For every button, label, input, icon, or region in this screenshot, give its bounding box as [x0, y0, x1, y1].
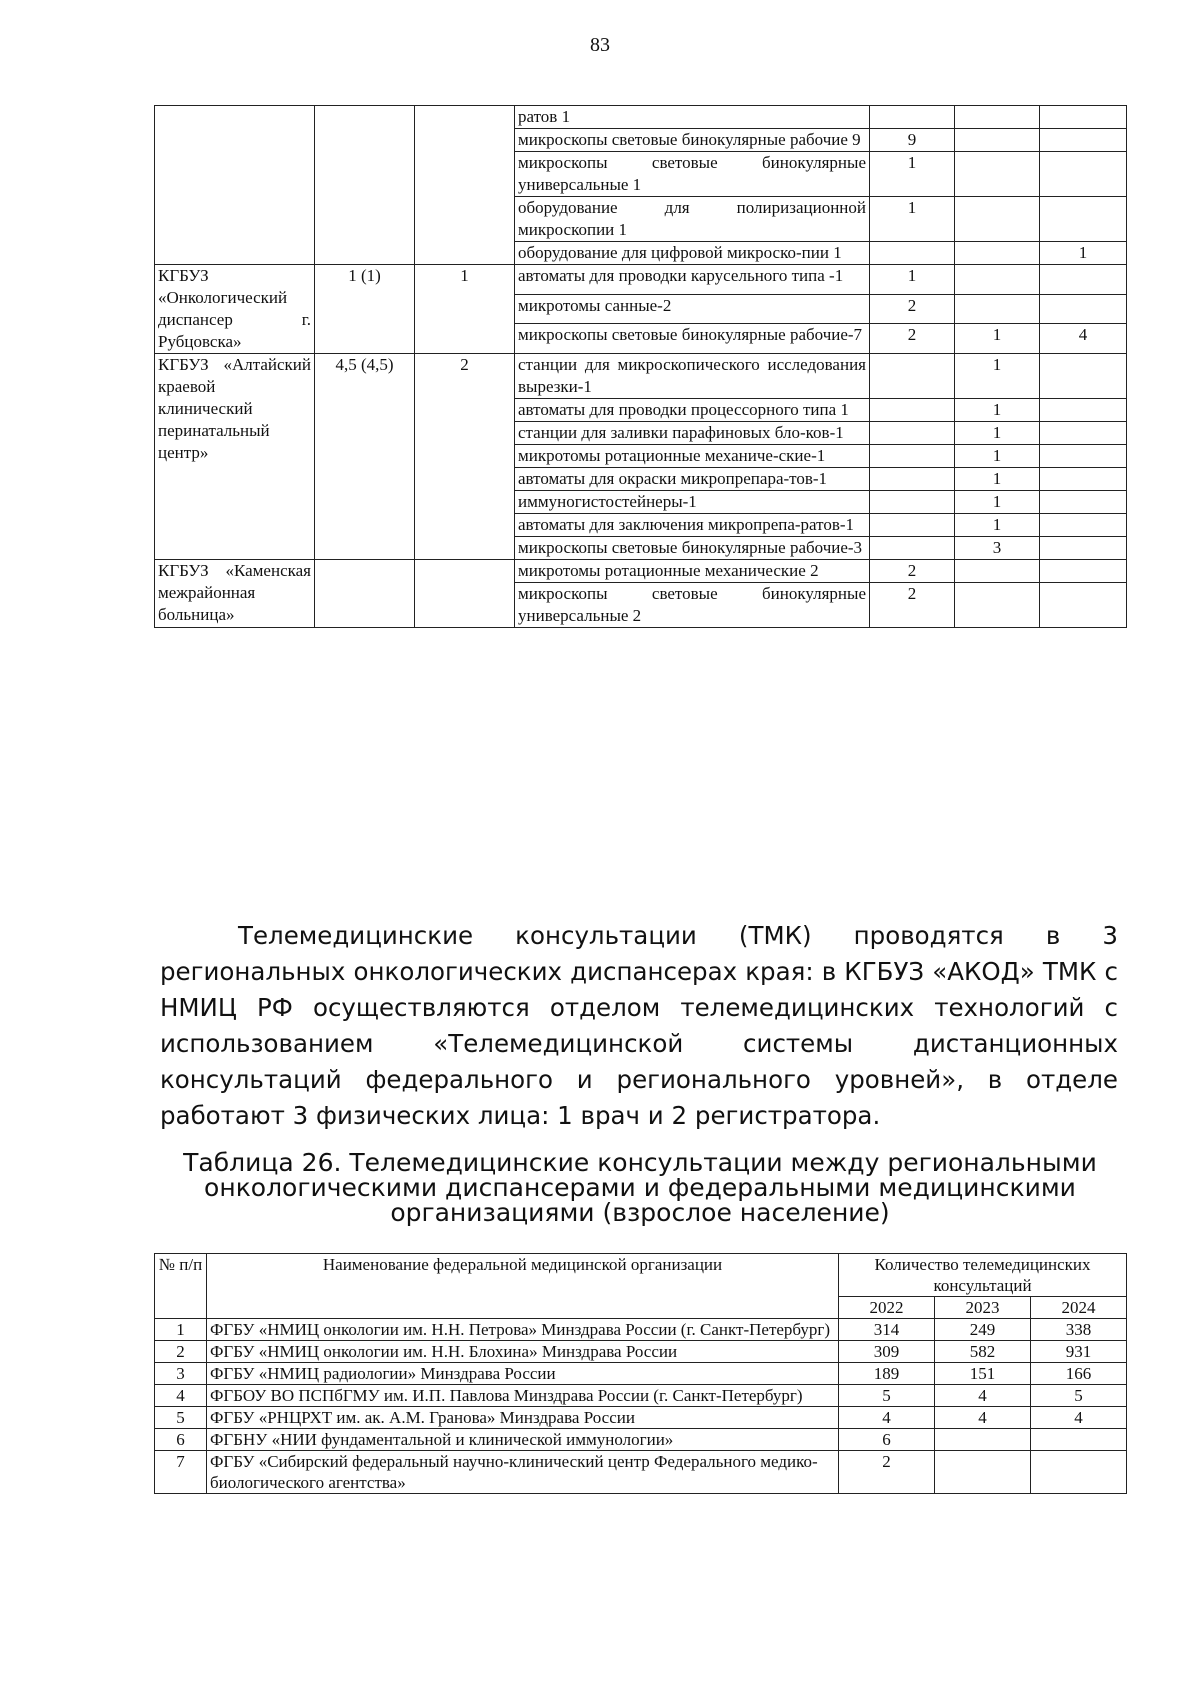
- equipment-quantity-v3: [1040, 514, 1127, 537]
- table26-row: [155, 1319, 1127, 1341]
- value-2023: [935, 1451, 1031, 1494]
- organization-cell: КГБУЗ «Алтайский краевой клинический перинатальный центр»: [155, 354, 315, 560]
- equipment-quantity-v1: [870, 354, 955, 399]
- table26-row: [155, 1385, 1127, 1407]
- value-2022: 309: [839, 1341, 935, 1363]
- equipment-quantity-v1: 1: [870, 265, 955, 295]
- table26-row: [155, 1407, 1127, 1429]
- equipment-quantity-v3: [1040, 106, 1127, 129]
- equipment-description: микроскопы световые бинокулярные универсальные 2: [515, 583, 870, 628]
- row-number: 5: [155, 1407, 207, 1429]
- equipment-quantity-v2: [955, 129, 1040, 152]
- value-2023: 249: [935, 1319, 1031, 1341]
- page-number: 83: [590, 34, 610, 56]
- header-year: 2023: [935, 1297, 1031, 1319]
- equipment-quantity-v1: [870, 491, 955, 514]
- equipment-quantity-v1: [870, 514, 955, 537]
- value-2024: [1031, 1451, 1127, 1494]
- equipment-quantity-v1: [870, 422, 955, 445]
- header-name: Наименование федеральной медицинской организации: [207, 1254, 839, 1319]
- count-cell: [415, 560, 515, 628]
- equipment-description: микротомы ротационные механические 2: [515, 560, 870, 583]
- table26-row: [155, 1429, 1127, 1451]
- equipment-quantity-v1: 2: [870, 560, 955, 583]
- equipment-description: автоматы для заключения микропрепа-ратов-1: [515, 514, 870, 537]
- equipment-quantity-v1: [870, 468, 955, 491]
- organization-name: ФГБУ «НМИЦ радиологии» Минздрава России: [207, 1363, 839, 1385]
- equipment-description: микроскопы световые бинокулярные рабочие-3: [515, 537, 870, 560]
- header-count: Количество телемедицинских консультаций: [839, 1254, 1127, 1297]
- rates-cell: 1 (1): [315, 265, 415, 354]
- equipment-quantity-v2: [955, 197, 1040, 242]
- equipment-description: микроскопы световые бинокулярные рабочие-7: [515, 324, 870, 354]
- table26-caption: Таблица 26. Телемедицинские консультации между региональными онкологическими диспансерами и федеральными медицинскими организациями (взрослое население): [183, 1148, 1097, 1227]
- table26: [154, 1253, 1127, 1494]
- rates-cell: 4,5 (4,5): [315, 354, 415, 560]
- rates-cell: [315, 106, 415, 265]
- equipment-description: автоматы для окраски микропрепара-тов-1: [515, 468, 870, 491]
- equipment-description: станции для микроскопического исследования вырезки-1: [515, 354, 870, 399]
- equipment-quantity-v1: 2: [870, 324, 955, 354]
- equipment-quantity-v1: 2: [870, 294, 955, 324]
- equipment-quantity-v2: [955, 294, 1040, 324]
- equipment-row: [155, 265, 1127, 295]
- equipment-description: микроскопы световые бинокулярные универсальные 1: [515, 152, 870, 197]
- table26-row: [155, 1341, 1127, 1363]
- equipment-quantity-v3: [1040, 294, 1127, 324]
- equipment-description: микротомы санные-2: [515, 294, 870, 324]
- equipment-quantity-v2: 3: [955, 537, 1040, 560]
- table26-header-row: [155, 1254, 1127, 1297]
- organization-name: ФГБОУ ВО ПСПбГМУ им. И.П. Павлова Минздрава России (г. Санкт-Петербург): [207, 1385, 839, 1407]
- organization-cell: КГБУЗ «Онкологический диспансер г. Рубцовска»: [155, 265, 315, 354]
- organization-name: ФГБУ «РНЦРХТ им. ак. А.М. Гранова» Минздрава России: [207, 1407, 839, 1429]
- equipment-description: автоматы для проводки процессорного типа 1: [515, 399, 870, 422]
- value-2022: 2: [839, 1451, 935, 1494]
- value-2023: 151: [935, 1363, 1031, 1385]
- header-year: 2022: [839, 1297, 935, 1319]
- equipment-quantity-v1: 2: [870, 583, 955, 628]
- row-number: 3: [155, 1363, 207, 1385]
- count-cell: 2: [415, 354, 515, 560]
- equipment-quantity-v1: [870, 537, 955, 560]
- equipment-quantity-v1: 9: [870, 129, 955, 152]
- equipment-quantity-v1: [870, 399, 955, 422]
- equipment-table: [154, 105, 1127, 628]
- equipment-quantity-v2: 1: [955, 514, 1040, 537]
- equipment-quantity-v1: 1: [870, 197, 955, 242]
- equipment-description: иммуногистостейнеры-1: [515, 491, 870, 514]
- equipment-quantity-v3: [1040, 152, 1127, 197]
- equipment-quantity-v3: [1040, 265, 1127, 295]
- value-2024: 931: [1031, 1341, 1127, 1363]
- value-2023: 4: [935, 1407, 1031, 1429]
- organization-name: ФГБУ «Сибирский федеральный научно-клинический центр Федерального медико-биологического агентства»: [207, 1451, 839, 1494]
- equipment-description: станции для заливки парафиновых бло-ков-1: [515, 422, 870, 445]
- equipment-quantity-v3: 1: [1040, 242, 1127, 265]
- organization-name: ФГБУ «НМИЦ онкологии им. Н.Н. Блохина» Минздрава России: [207, 1341, 839, 1363]
- value-2024: 5: [1031, 1385, 1127, 1407]
- equipment-row: [155, 106, 1127, 129]
- value-2022: 189: [839, 1363, 935, 1385]
- equipment-row: [155, 560, 1127, 583]
- equipment-quantity-v2: [955, 265, 1040, 295]
- equipment-quantity-v3: [1040, 354, 1127, 399]
- value-2022: 6: [839, 1429, 935, 1451]
- row-number: 6: [155, 1429, 207, 1451]
- equipment-quantity-v2: [955, 242, 1040, 265]
- equipment-quantity-v3: [1040, 422, 1127, 445]
- table26-row: [155, 1451, 1127, 1494]
- equipment-quantity-v2: 1: [955, 422, 1040, 445]
- equipment-quantity-v2: 1: [955, 354, 1040, 399]
- equipment-quantity-v3: [1040, 197, 1127, 242]
- value-2024: 4: [1031, 1407, 1127, 1429]
- equipment-quantity-v3: [1040, 399, 1127, 422]
- equipment-quantity-v3: [1040, 129, 1127, 152]
- equipment-quantity-v3: [1040, 560, 1127, 583]
- equipment-quantity-v2: 1: [955, 399, 1040, 422]
- equipment-row: [155, 354, 1127, 399]
- row-number: 7: [155, 1451, 207, 1494]
- value-2022: 5: [839, 1385, 935, 1407]
- equipment-quantity-v2: 1: [955, 468, 1040, 491]
- tmk-paragraph: Телемедицинские консультации (ТМК) проводятся в 3 региональных онкологических диспансерах края: в КГБУЗ «АКОД» ТМК с НМИЦ РФ осуществляются отделом телемедицинских технологий с использованием «Телемедицинской системы дистанционных консультаций федерального и регионального уровней», в отделе работают 3 физических лица: 1 врач и 2 регистратора.: [160, 921, 1118, 1130]
- equipment-quantity-v3: [1040, 491, 1127, 514]
- equipment-description: автоматы для проводки карусельного типа -1: [515, 265, 870, 295]
- equipment-quantity-v2: [955, 583, 1040, 628]
- value-2023: 4: [935, 1385, 1031, 1407]
- organization-cell: КГБУЗ «Каменская межрайонная больница»: [155, 560, 315, 628]
- equipment-quantity-v2: [955, 560, 1040, 583]
- equipment-quantity-v2: [955, 152, 1040, 197]
- equipment-description: оборудование для цифровой микроско-пии 1: [515, 242, 870, 265]
- equipment-quantity-v1: [870, 106, 955, 129]
- equipment-quantity-v2: 1: [955, 491, 1040, 514]
- equipment-quantity-v3: [1040, 537, 1127, 560]
- equipment-quantity-v3: [1040, 583, 1127, 628]
- equipment-quantity-v2: 1: [955, 445, 1040, 468]
- equipment-quantity-v2: 1: [955, 324, 1040, 354]
- organization-name: ФГБНУ «НИИ фундаментальной и клинической иммунологии»: [207, 1429, 839, 1451]
- equipment-quantity-v1: [870, 242, 955, 265]
- value-2022: 4: [839, 1407, 935, 1429]
- equipment-description: ратов 1: [515, 106, 870, 129]
- value-2022: 314: [839, 1319, 935, 1341]
- header-num: № п/п: [155, 1254, 207, 1319]
- rates-cell: [315, 560, 415, 628]
- row-number: 2: [155, 1341, 207, 1363]
- value-2023: 582: [935, 1341, 1031, 1363]
- equipment-description: микроскопы световые бинокулярные рабочие 9: [515, 129, 870, 152]
- equipment-description: микротомы ротационные механиче-ские-1: [515, 445, 870, 468]
- value-2024: 166: [1031, 1363, 1127, 1385]
- row-number: 4: [155, 1385, 207, 1407]
- organization-cell: [155, 106, 315, 265]
- equipment-quantity-v2: [955, 106, 1040, 129]
- row-number: 1: [155, 1319, 207, 1341]
- equipment-quantity-v3: [1040, 445, 1127, 468]
- equipment-description: оборудование для полиризационной микроскопии 1: [515, 197, 870, 242]
- equipment-quantity-v3: 4: [1040, 324, 1127, 354]
- value-2024: [1031, 1429, 1127, 1451]
- header-year: 2024: [1031, 1297, 1127, 1319]
- count-cell: 1: [415, 265, 515, 354]
- value-2023: [935, 1429, 1031, 1451]
- value-2024: 338: [1031, 1319, 1127, 1341]
- count-cell: [415, 106, 515, 265]
- equipment-quantity-v1: [870, 445, 955, 468]
- equipment-quantity-v1: 1: [870, 152, 955, 197]
- organization-name: ФГБУ «НМИЦ онкологии им. Н.Н. Петрова» Минздрава России (г. Санкт-Петербург): [207, 1319, 839, 1341]
- equipment-quantity-v3: [1040, 468, 1127, 491]
- table26-row: [155, 1363, 1127, 1385]
